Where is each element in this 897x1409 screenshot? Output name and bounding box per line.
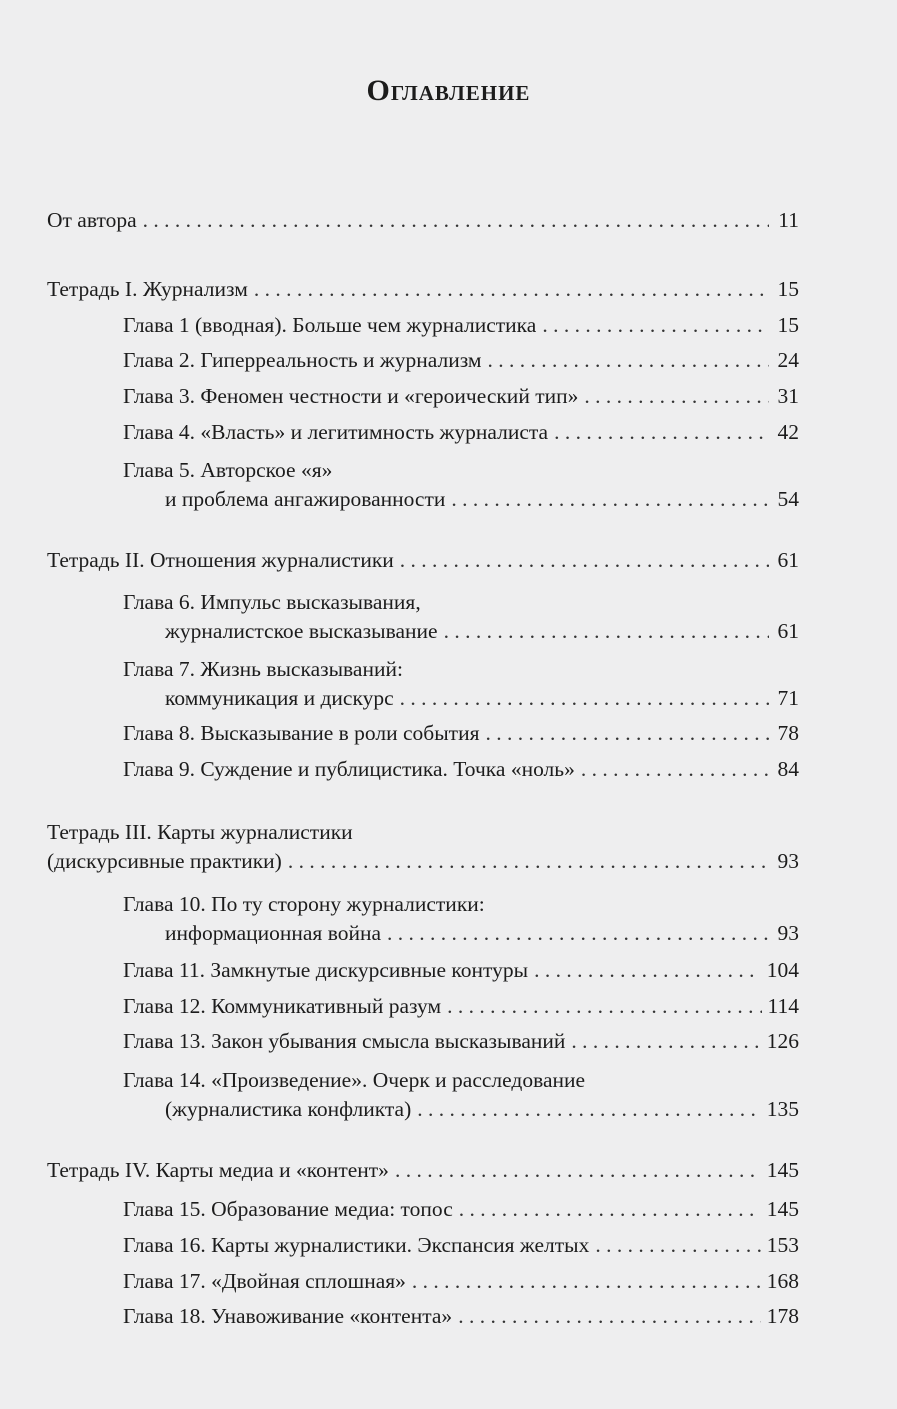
- page-number: 126: [766, 1029, 799, 1053]
- entry-title-line-1: Глава 7. Жизнь высказываний:: [123, 657, 403, 681]
- toc-entry-chapter-11[interactable]: [123, 958, 799, 982]
- toc-entry-notebook-1[interactable]: [47, 277, 799, 301]
- leader-dots: [458, 1304, 761, 1328]
- page-title: Оглавление: [366, 74, 531, 107]
- leader-dots: [451, 487, 769, 511]
- toc-entry-chapter-16[interactable]: [123, 1233, 799, 1257]
- toc-entry-chapter-18[interactable]: [123, 1304, 799, 1328]
- leader-dots: [400, 548, 769, 572]
- page-number: 11: [778, 208, 799, 232]
- page-number: 61: [777, 619, 799, 643]
- leader-dots: [417, 1097, 761, 1121]
- toc-entry-chapter-8[interactable]: [123, 721, 799, 745]
- entry-title: Тетрадь I. Журнализм: [47, 277, 248, 301]
- toc-entry-chapter-12[interactable]: [123, 994, 799, 1018]
- leader-dots: [254, 277, 769, 301]
- entry-title: Тетрадь IV. Карты медиа и «контент»: [47, 1158, 389, 1182]
- page-number: 42: [777, 420, 799, 444]
- page-number: 15: [777, 313, 799, 337]
- entry-title: Тетрадь II. Отношения журналистики: [47, 548, 394, 572]
- toc-entry-intro[interactable]: [47, 208, 799, 232]
- page-number: 104: [766, 958, 799, 982]
- page-number: 114: [767, 994, 799, 1018]
- entry-title: Глава 17. «Двойная сплошная»: [123, 1269, 406, 1293]
- toc-entry-notebook-2[interactable]: [47, 548, 799, 572]
- page-number: 168: [766, 1269, 799, 1293]
- entry-title: От автора: [47, 208, 137, 232]
- leader-dots: [412, 1269, 761, 1293]
- entry-title: Глава 4. «Власть» и легитимность журналиста: [123, 420, 549, 444]
- toc-entry-chapter-10[interactable]: [123, 887, 799, 945]
- toc-entry-chapter-7[interactable]: [123, 652, 799, 710]
- leader-dots: [488, 348, 769, 372]
- entry-title: журналистское высказывание: [165, 619, 438, 643]
- toc-entry-chapter-5[interactable]: [123, 453, 799, 511]
- page-number: 178: [766, 1304, 799, 1328]
- leader-dots: [571, 1029, 760, 1053]
- entry-title-line-1: Тетрадь III. Карты журналистики: [47, 820, 353, 844]
- toc-entry-chapter-14[interactable]: [123, 1063, 799, 1121]
- leader-dots: [554, 420, 769, 444]
- leader-dots: [595, 1233, 760, 1257]
- entry-title: Глава 1 (вводная). Больше чем журналистика: [123, 313, 537, 337]
- entry-title: Глава 15. Образование медиа: топос: [123, 1197, 453, 1221]
- page-number: 15: [777, 277, 799, 301]
- leader-dots: [143, 208, 769, 232]
- leader-dots: [542, 313, 769, 337]
- leader-dots: [581, 757, 769, 781]
- toc-entry-notebook-3[interactable]: [47, 815, 799, 873]
- leader-dots: [459, 1197, 761, 1221]
- toc-entry-chapter-1[interactable]: [123, 313, 799, 337]
- toc-entry-chapter-2[interactable]: [123, 348, 799, 372]
- page-number: 71: [777, 686, 799, 710]
- toc-entry-chapter-15[interactable]: [123, 1197, 799, 1221]
- entry-title-line-1: Глава 5. Авторское «я»: [123, 458, 333, 482]
- toc-entry-chapter-6[interactable]: [123, 585, 799, 643]
- page-number: 93: [777, 921, 799, 945]
- page-number: 24: [777, 348, 799, 372]
- entry-title: Глава 16. Карты журналистики. Экспансия желтых: [123, 1233, 590, 1257]
- entry-title: Глава 8. Высказывание в роли события: [123, 721, 480, 745]
- page-number: 153: [766, 1233, 799, 1257]
- page-number: 135: [766, 1097, 799, 1121]
- leader-dots: [400, 686, 769, 710]
- entry-title: Глава 12. Коммуникативный разум: [123, 994, 442, 1018]
- entry-title: Глава 3. Феномен честности и «героический тип»: [123, 384, 579, 408]
- toc-entry-chapter-3[interactable]: [123, 384, 799, 408]
- page-number: 78: [777, 721, 799, 745]
- entry-title-line-1: Глава 14. «Произведение». Очерк и расследование: [123, 1068, 586, 1092]
- leader-dots: [534, 958, 761, 982]
- leader-dots: [444, 619, 769, 643]
- entry-title: Глава 2. Гиперреальность и журнализм: [123, 348, 482, 372]
- page-number: 61: [777, 548, 799, 572]
- entry-title: Глава 11. Замкнутые дискурсивные контуры: [123, 958, 529, 982]
- toc-entry-chapter-17[interactable]: [123, 1269, 799, 1293]
- leader-dots: [387, 921, 769, 945]
- leader-dots: [485, 721, 769, 745]
- page-number: 93: [777, 849, 799, 873]
- entry-title: (журналистика конфликта): [165, 1097, 412, 1121]
- toc-entry-chapter-4[interactable]: [123, 420, 799, 444]
- page-number: 145: [766, 1197, 799, 1221]
- entry-title: Глава 18. Унавоживание «контента»: [123, 1304, 453, 1328]
- entry-title: (дискурсивные практики): [47, 849, 282, 873]
- page-number: 145: [766, 1158, 799, 1182]
- entry-title: коммуникация и дискурс: [165, 686, 394, 710]
- entry-title: Глава 9. Суждение и публицистика. Точка «ноль»: [123, 757, 575, 781]
- entry-title-line-1: Глава 10. По ту сторону журналистики:: [123, 892, 485, 916]
- page-number: 54: [777, 487, 799, 511]
- leader-dots: [288, 849, 769, 873]
- page-number: 84: [777, 757, 799, 781]
- leader-dots: [447, 994, 761, 1018]
- page-number: 31: [777, 384, 799, 408]
- leader-dots: [584, 384, 769, 408]
- entry-title: информационная война: [165, 921, 382, 945]
- toc-entry-chapter-13[interactable]: [123, 1029, 799, 1053]
- toc-entry-chapter-9[interactable]: [123, 757, 799, 781]
- toc-entry-notebook-4[interactable]: [47, 1158, 799, 1182]
- entry-title-line-1: Глава 6. Импульс высказывания,: [123, 590, 421, 614]
- entry-title: Глава 13. Закон убывания смысла высказываний: [123, 1029, 566, 1053]
- entry-title: и проблема ангажированности: [165, 487, 446, 511]
- leader-dots: [395, 1158, 761, 1182]
